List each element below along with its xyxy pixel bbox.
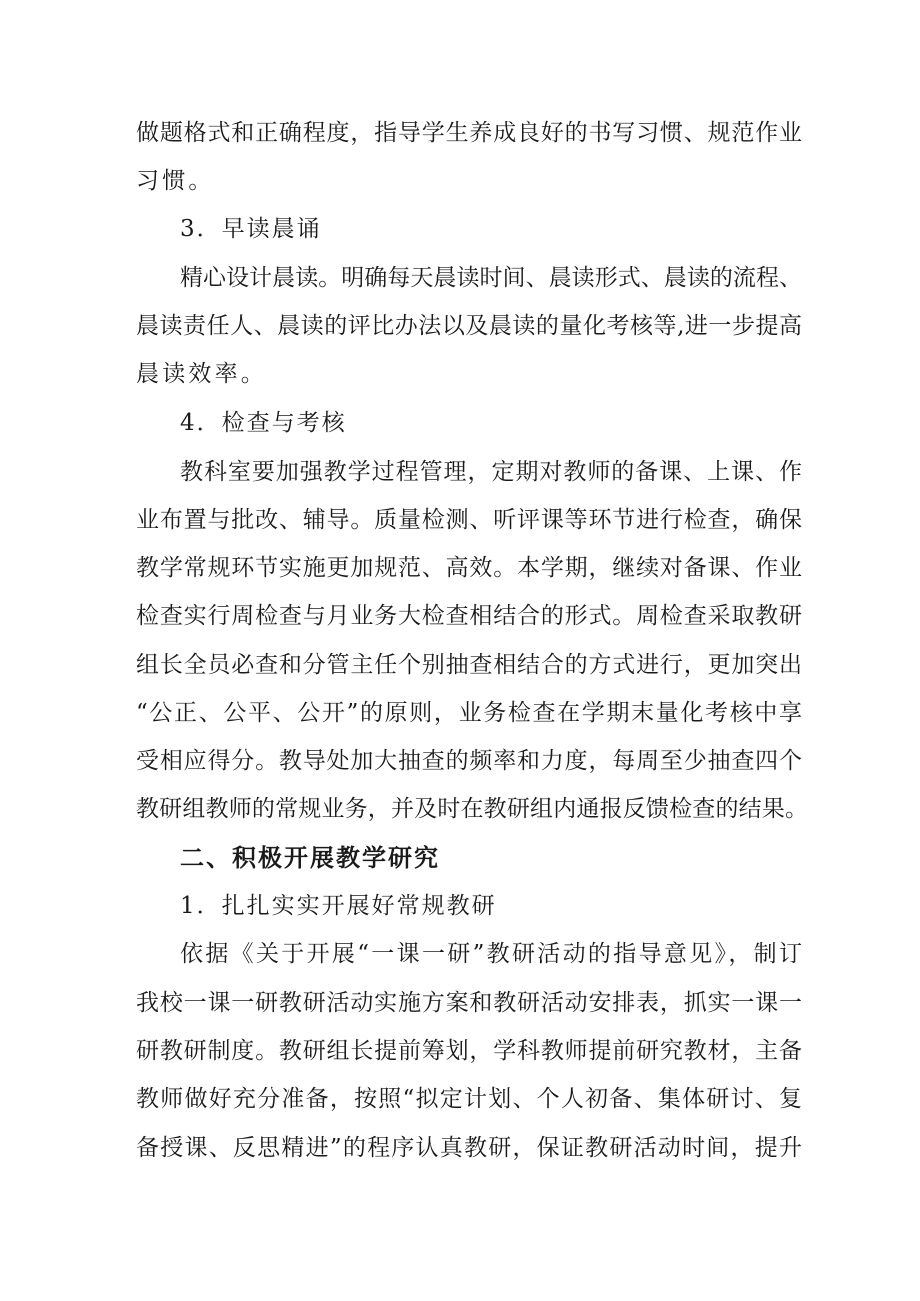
- paragraph-line: 精心设计晨读。明确每天晨读时间、晨读形式、晨读的流程、: [180, 265, 802, 291]
- paragraph-line: “公正、公平、公开”的原则，业务检查在学期末量化考核中享: [136, 700, 802, 726]
- paragraph-line: 研教研制度。教研组长提前筹划，学科教师提前研究教材，主备: [136, 1038, 802, 1064]
- paragraph-line: 业布置与批改、辅导。质量检测、听评课等环节进行检查，确保: [136, 507, 802, 533]
- paragraph-line: 备授课、反思精进”的程序认真教研，保证教研活动时间，提升: [136, 1135, 802, 1161]
- section-heading-routine-research: 1．扎扎实实开展好常规教研: [180, 893, 497, 919]
- paragraph-line: 依据《关于开展“一课一研”教研活动的指导意见》，制订: [180, 941, 802, 967]
- part-heading-teaching-research: 二、积极开展教学研究: [180, 844, 440, 872]
- paragraph-line: 检查实行周检查与月业务大检查相结合的形式。周检查采取教研: [136, 603, 802, 629]
- paragraph-line: 教学常规环节实施更加规范、高效。本学期，继续对备课、作业: [136, 555, 802, 581]
- paragraph-line: 做题格式和正确程度，指导学生养成良好的书写习惯、规范作业: [136, 120, 802, 146]
- paragraph-line: 组长全员必查和分管主任个别抽查相结合的方式进行，更加突出: [136, 652, 802, 678]
- paragraph-line: 晨读效率。: [136, 361, 267, 387]
- paragraph-line: 教师做好充分准备，按照“拟定计划、个人初备、集体研讨、复: [136, 1086, 802, 1112]
- paragraph-line: 教研组教师的常规业务，并及时在教研组内通报反馈检查的结果。: [136, 796, 808, 822]
- section-heading-early-reading: 3．早读晨诵: [180, 216, 322, 242]
- paragraph-line: 晨读责任人、晨读的评比办法以及晨读的量化考核等,进一步提高: [136, 313, 802, 339]
- section-heading-inspection: 4．检查与考核: [180, 410, 347, 436]
- paragraph-line: 习惯。: [136, 168, 215, 194]
- paragraph-line: 我校一课一研教研活动实施方案和教研活动安排表，抓实一课一: [136, 990, 802, 1016]
- paragraph-line: 受相应得分。教导处加大抽查的频率和力度，每周至少抽查四个: [136, 748, 802, 774]
- paragraph-line: 教科室要加强教学过程管理，定期对教师的备课、上课、作: [180, 459, 802, 485]
